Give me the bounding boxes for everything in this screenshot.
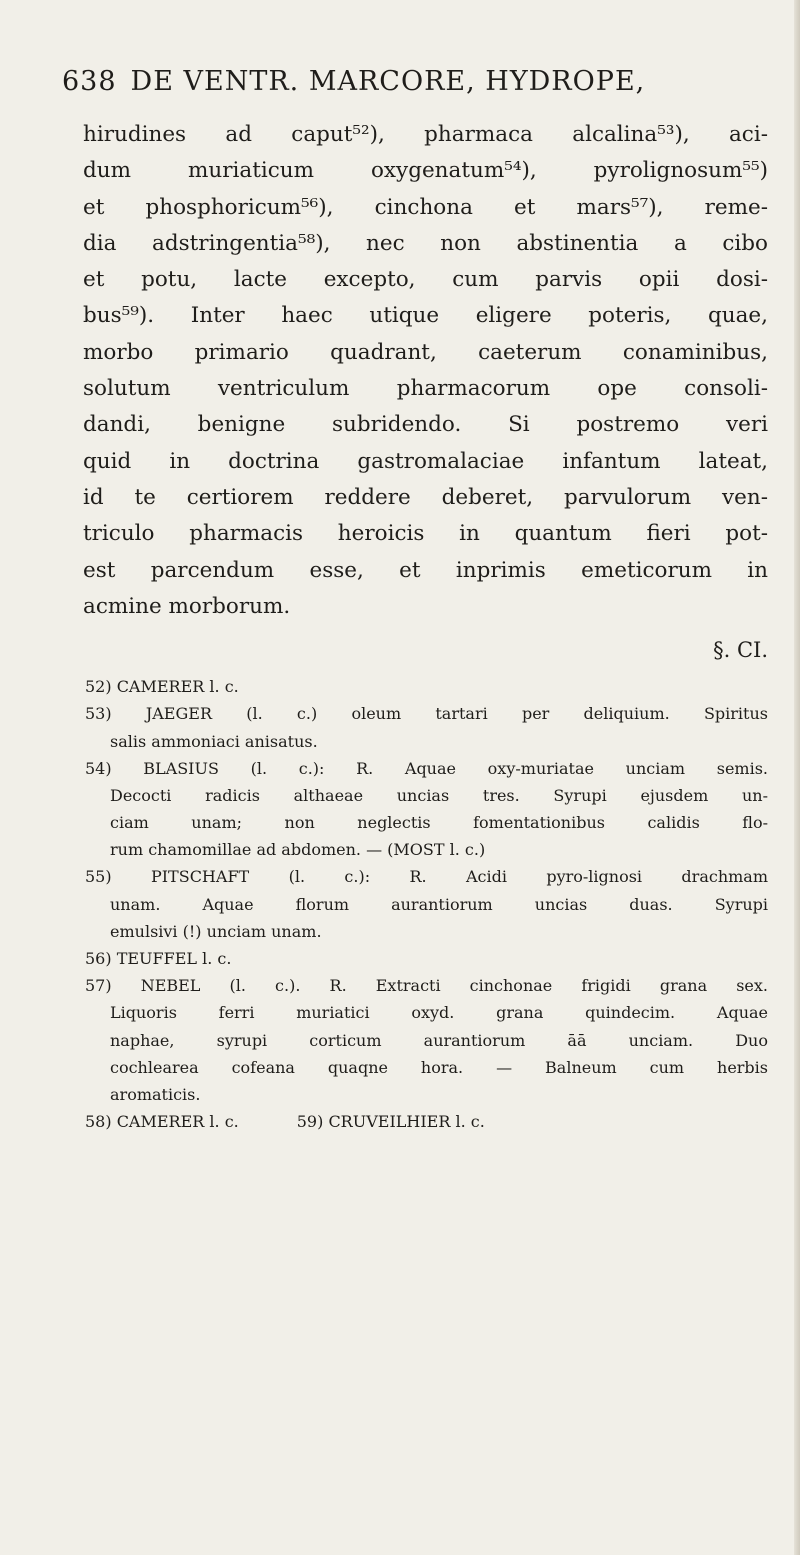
body-line: solutum ventriculum pharmacorum ope consoli- bbox=[83, 376, 768, 402]
body-line: triculo pharmacis heroicis in quantum fieri pot- bbox=[83, 521, 768, 547]
footnote-line: 56) TEUFFEL l. c. bbox=[85, 949, 232, 969]
footnote-line: naphae, syrupi corticum aurantiorum āā unciam. Duo bbox=[110, 1030, 768, 1050]
footnote-line: 53) JAEGER (l. c.) oleum tartari per deliquium. Spiritus bbox=[85, 704, 768, 724]
footnotes bbox=[85, 673, 768, 1135]
footnote-line: rum chamomillae ad abdomen. — (MOST l. c.) bbox=[110, 840, 486, 860]
body-line: et potu, lacte excepto, cum parvis opii dosi- bbox=[83, 267, 768, 293]
page-edge-shadow bbox=[794, 0, 800, 1555]
body-line: dia adstringentia⁵⁸), nec non abstinentia a cibo bbox=[83, 230, 768, 256]
body-line: id te certiorem reddere deberet, parvulorum ven- bbox=[83, 484, 768, 510]
footnote-line: ciam unam; non neglectis fomentationibus calidis flo- bbox=[110, 813, 768, 833]
page-number: 638 bbox=[62, 66, 117, 97]
body-line: est parcendum esse, et inprimis emeticorum in bbox=[83, 557, 768, 583]
body-line: dandi, benigne subridendo. Si postremo veri bbox=[83, 412, 768, 438]
footnote-line: aromaticis. bbox=[110, 1084, 201, 1104]
footnote-line: 55) PITSCHAFT (l. c.): R. Acidi pyro-lignosi drachmam bbox=[85, 867, 768, 887]
footnote-line: Liquoris ferri muriatici oxyd. grana quindecim. Aquae bbox=[110, 1003, 768, 1023]
running-title: DE VENTR. MARCORE, HYDROPE, bbox=[130, 66, 646, 97]
body-line: et phosphoricum⁵⁶), cinchona et mars⁵⁷), reme- bbox=[83, 194, 768, 220]
footnote-line: 54) BLASIUS (l. c.): R. Aquae oxy-muriatae unciam semis. bbox=[85, 758, 768, 778]
footnote-line: cochlearea cofeana quaqne hora. — Balneum cum herbis bbox=[110, 1057, 768, 1077]
footnote-line: 52) CAMERER l. c. bbox=[85, 677, 239, 697]
footnote-58: 58) CAMERER l. c. bbox=[85, 1112, 239, 1132]
body-line: dum muriaticum oxygenatum⁵⁴), pyrolignosum⁵⁵) bbox=[83, 158, 768, 184]
footnote-line: salis ammoniaci anisatus. bbox=[110, 731, 318, 751]
body-text bbox=[83, 117, 768, 1135]
body-line: hirudines ad caput⁵²), pharmaca alcalina⁵³), aci- bbox=[83, 122, 768, 147]
footnote-line: emulsivi (!) unciam unam. bbox=[110, 921, 322, 941]
body-line: bus⁵⁹). Inter haec utique eligere poteris, quae, bbox=[83, 303, 768, 329]
footnote-line: Decocti radicis althaeae uncias tres. Syrupi ejusdem un- bbox=[110, 785, 768, 805]
section-mark: §. CI. bbox=[713, 638, 768, 663]
body-line: quid in doctrina gastromalaciae infantum lateat, bbox=[83, 448, 768, 474]
footnote-59: 59) CRUVEILHIER l. c. bbox=[296, 1112, 485, 1132]
footnote-line: 57) NEBEL (l. c.). R. Extracti cinchonae frigidi grana sex. bbox=[85, 976, 768, 996]
footnote-line: unam. Aquae florum aurantiorum uncias duas. Syrupi bbox=[110, 894, 768, 914]
body-line: morbo primario quadrant, caeterum conaminibus, bbox=[83, 339, 768, 365]
book-page bbox=[52, 66, 768, 1135]
footnote-final-line bbox=[85, 1108, 768, 1135]
running-header bbox=[62, 66, 768, 98]
body-line: acmine morborum. bbox=[83, 593, 291, 619]
